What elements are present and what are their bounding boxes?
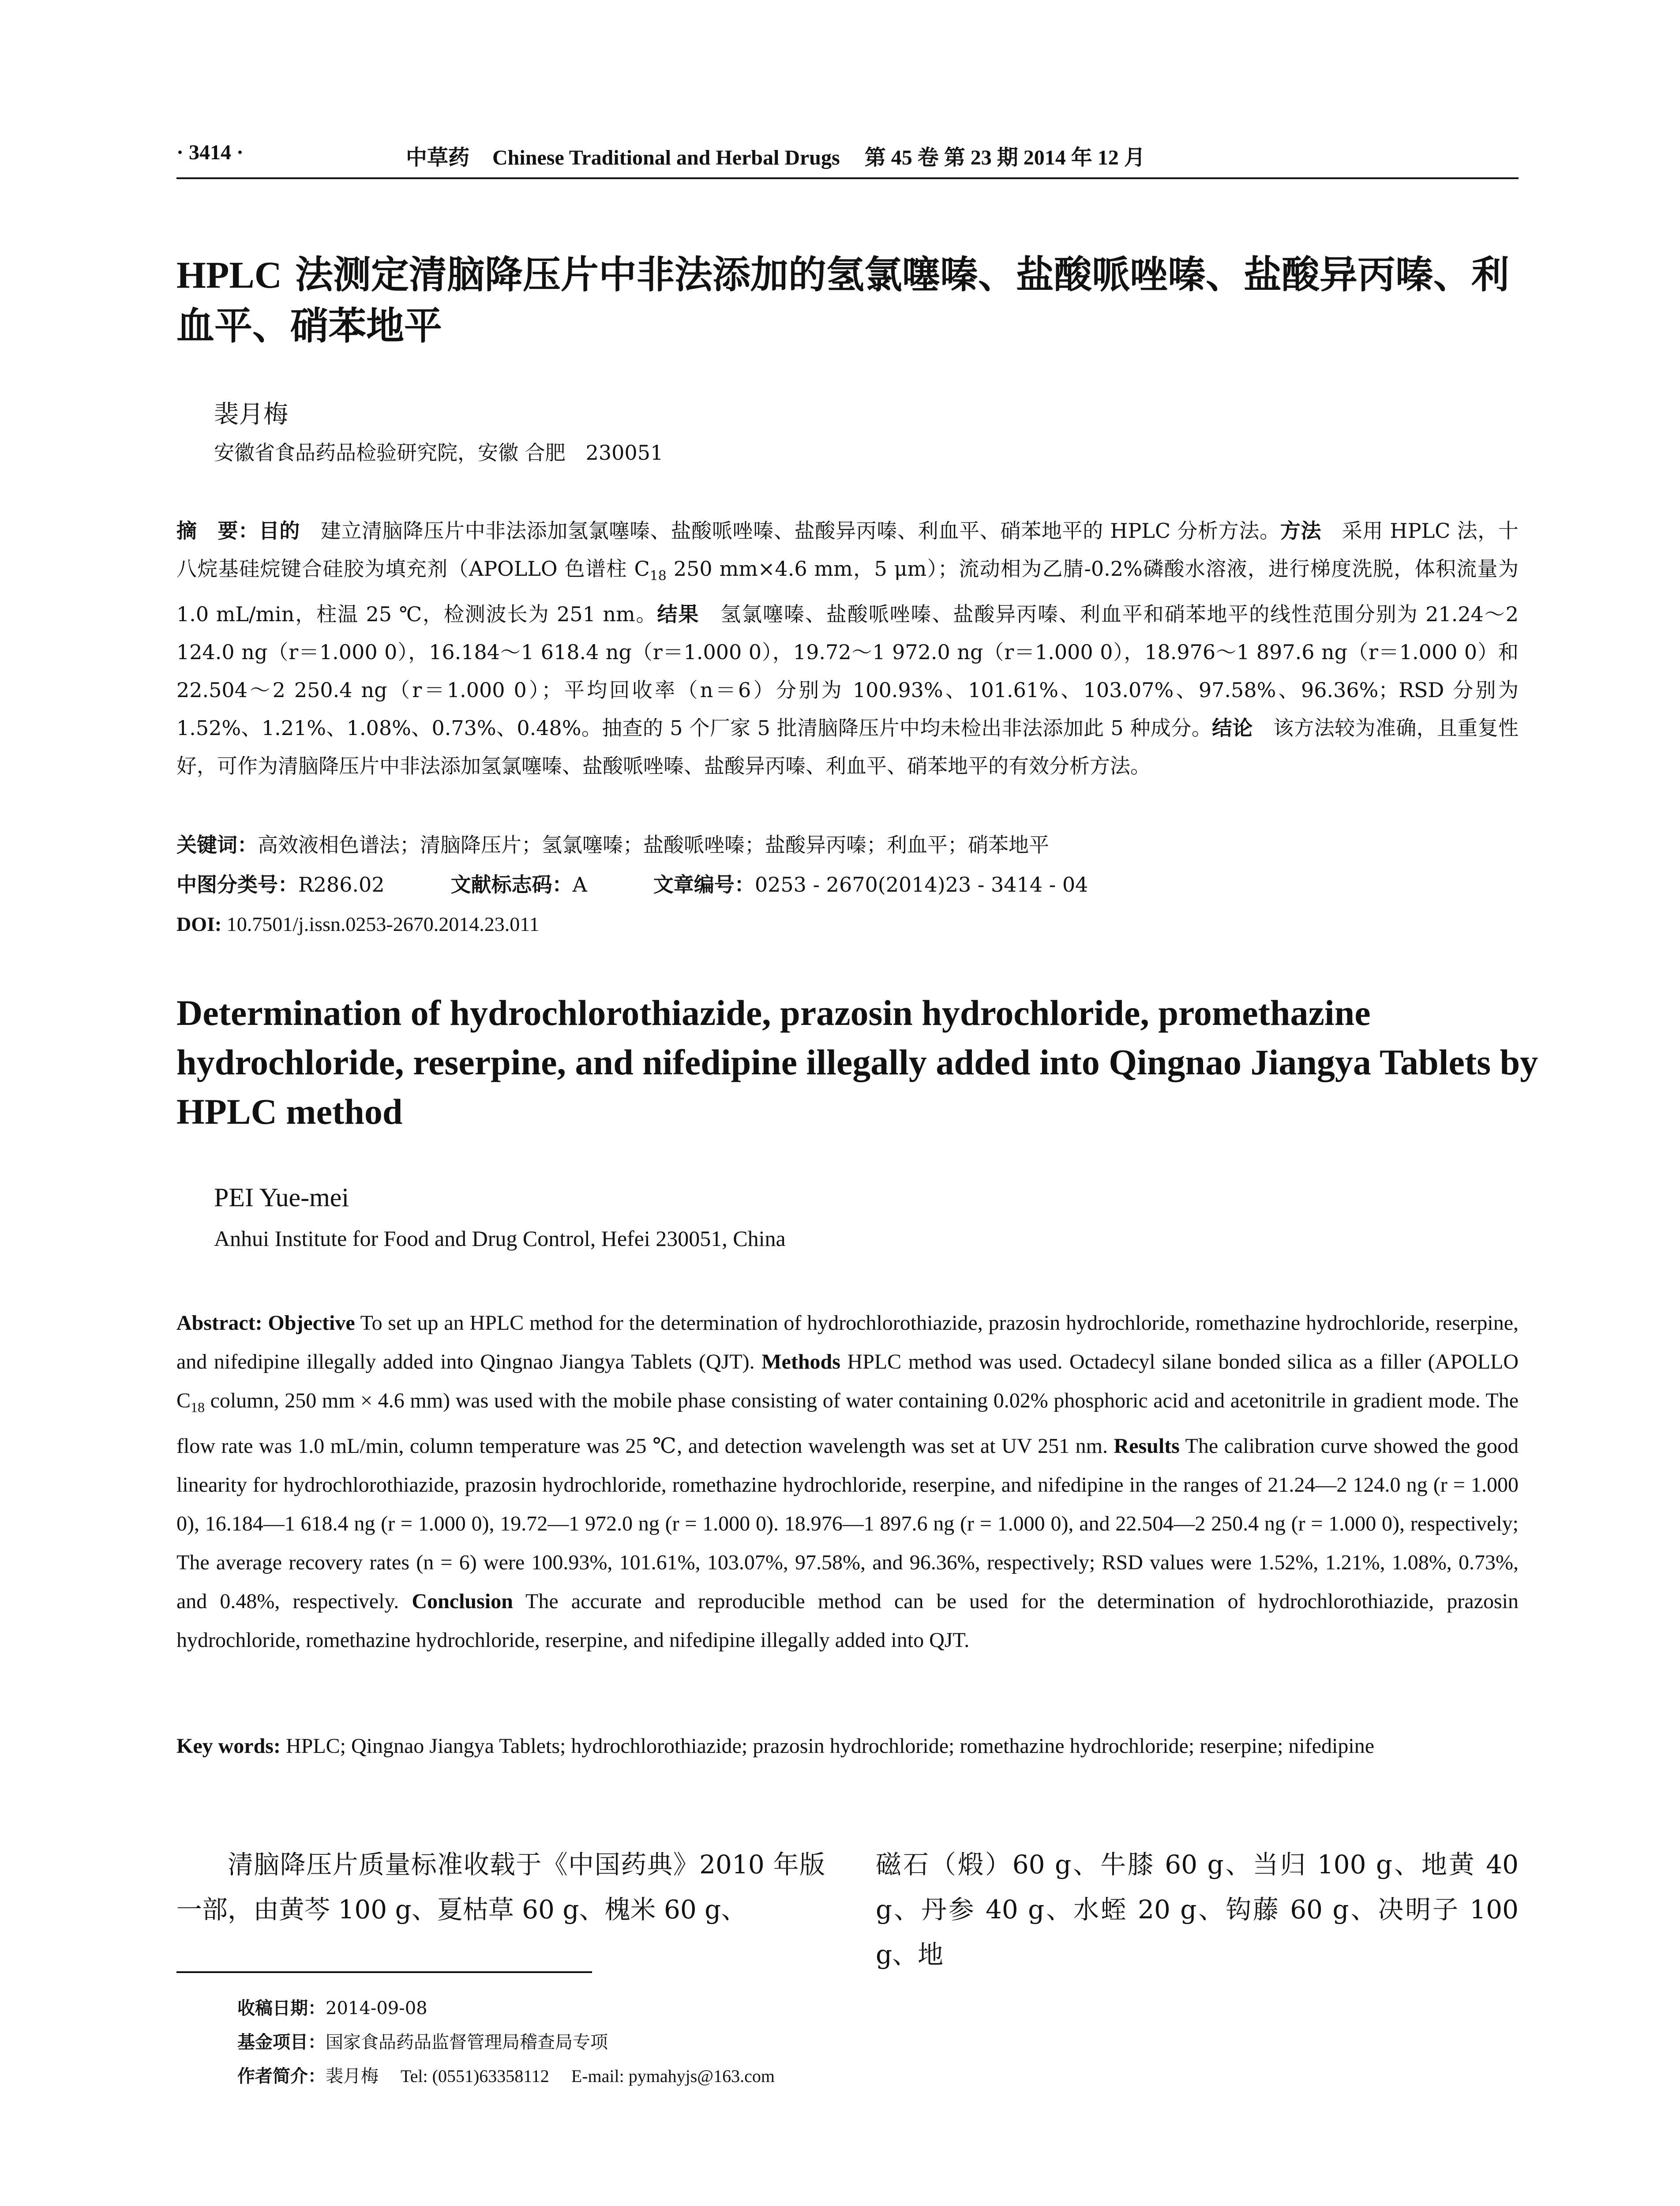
en-conclusion-label: Conclusion	[412, 1589, 513, 1613]
body-column-left: 清脑降压片质量标准收载于《中国药典》2010 年版一部，由黄芩 100 g、夏枯草 60 g、槐米 60 g、	[176, 1850, 825, 1925]
en-methods-subscript: 18	[191, 1399, 205, 1415]
en-methods-text-b: column, 250 mm × 4.6 mm) was used with the mobile phase consisting of water containing 0.02% phosphoric acid and acetonitrile in gradient mode. The flow rate was 1.0 mL/min, column temperature was 25 ℃, and detection wavelength was set at UV 251 nm.	[176, 1389, 1519, 1458]
en-keywords-text: HPLC; Qingnao Jiangya Tablets; hydrochlorothiazide; prazosin hydrochloride; romethazine hydrochloride; reserpine; nifedipine	[280, 1734, 1375, 1758]
keywords-label: 关键词：	[176, 833, 258, 857]
methods-text-b: 250 mm×4.6 mm，5 μm）；流动相为乙腈-0.2%磷酸水溶液，进行梯度洗脱，体积流量为 1.0 mL/min，柱温 25 ℃，检测波长为 251 nm。	[176, 557, 1519, 627]
chinese-keywords	[176, 832, 1049, 858]
results-label: 结果	[657, 602, 700, 627]
chinese-affiliation: 安徽省食品药品检验研究院，安徽 合肥 230051	[214, 441, 664, 465]
journal-issue: 第 45 卷 第 23 期 2014 年 12 月	[864, 146, 1145, 169]
objective-label: 目的	[259, 519, 300, 543]
methods-label: 方法	[1280, 519, 1322, 543]
journal-name-en: Chinese Traditional and Herbal Drugs	[492, 146, 840, 169]
english-author: PEI Yue-mei	[214, 1183, 349, 1212]
page-number: · 3414 ·	[176, 141, 244, 164]
clc-value: R286.02	[298, 873, 385, 897]
en-conclusion-text: The accurate and reproducible method can be used for the determination of hydrochlorothiazide, prazosin hydrochloride, romethazine hydrochloride, reserpine, and nifedipine illegally added into QJT.	[176, 1589, 1519, 1652]
doi-value: 10.7501/j.issn.0253-2670.2014.23.011	[221, 913, 540, 935]
doc-code-label: 文献标志码：	[450, 873, 573, 897]
chinese-title-rest: 法测定清脑降压片中非法添加的氢氯噻嗪、盐酸哌唑嗪、盐酸异丙嗪、利血平、硝苯地平	[176, 253, 1509, 348]
en-results-text: The calibration curve showed the good linearity for hydrochlorothiazide, prazosin hydrochloride, romethazine hydrochloride, reserpine, and nifedipine in the ranges of 21.24—2 124.0 ng (r = 1.000 0), 16.184—1 618.4 ng (r = 1.000 0), 19.72—1 972.0 ng (r = 1.000 0). 18.976—1 897.6 ng (r = 1.000 0), and 22.504—2 250.4 ng (r = 1.000 0), respectively; The average recovery rates (n = 6) were 100.93%, 101.61%, 103.07%, 97.58%, and 96.36%, respectively; RSD values were 1.52%, 1.21%, 1.08%, 0.73%, and 0.48%, respectively.	[176, 1434, 1519, 1613]
received-label: 收稿日期：	[237, 1998, 326, 2018]
article-no-label: 文章编号：	[653, 873, 755, 897]
keywords-text: 高效液相色谱法；清脑降压片；氢氯噻嗪；盐酸哌唑嗪；盐酸异丙嗪；利血平；硝苯地平	[258, 833, 1049, 857]
chinese-title-prefix: HPLC	[176, 254, 282, 296]
results-text: 氢氯噻嗪、盐酸哌唑嗪、盐酸异丙嗪、利血平和硝苯地平的线性范围分别为 21.24～2 124.0 ng（r＝1.000 0），16.184～1 618.4 ng（r＝1.000 0），19.72～1 972.0 ng（r＝1.000 0），18.976～1 897.6 ng（r＝1.000 0）和 22.504～2 250.4 ng（r＝1.000 0）；平均回收率（n＝6）分别为 100.93%、101.61%、103.07%、97.58%、96.36%；RSD 分别为 1.52%、1.21%、1.08%、0.73%、0.48%。抽查的 5 个厂家 5 批清脑降压片中均未检出非法添加此 5 种成分。	[176, 602, 1519, 740]
footnote-rule	[176, 1971, 592, 1973]
body-column-right: 磁石（煅）60 g、牛膝 60 g、当归 100 g、地黄 40 g、丹参 40 g、水蛭 20 g、钩藤 60 g、决明子 100 g、地	[876, 1850, 1519, 1970]
received-date: 2014-09-08	[326, 1998, 428, 2018]
doi-line	[176, 911, 540, 938]
author-note-label: 作者简介：	[237, 2066, 326, 2086]
chinese-author: 裴月梅	[214, 400, 288, 429]
methods-subscript: 18	[649, 568, 667, 584]
en-keywords-label: Key words:	[176, 1734, 281, 1758]
doi-label: DOI:	[176, 913, 222, 935]
fund-text: 国家食品药品监督管理局稽查局专项	[326, 2032, 608, 2052]
footnote-received	[237, 1994, 428, 2019]
author-email: E-mail: pymahyjs@163.com	[571, 2066, 775, 2086]
conclusion-text: 该方法较为准确，且重复性好，可作为清脑降压片中非法添加氢氯噻嗪、盐酸哌唑嗪、盐酸异丙嗪、利血平、硝苯地平的有效分析方法。	[176, 716, 1519, 778]
article-no-value: 0253 - 2670(2014)23 - 3414 - 04	[754, 873, 1088, 897]
fund-label: 基金项目：	[237, 2032, 326, 2052]
header-rule	[176, 177, 1519, 179]
clc-label: 中图分类号：	[176, 873, 298, 897]
conclusion-label: 结论	[1212, 716, 1253, 740]
chinese-abstract	[176, 512, 1519, 785]
footnote-author	[237, 2062, 775, 2087]
abstract-label: 摘 要：	[176, 519, 259, 543]
english-title: Determination of hydrochlorothiazide, prazosin hydrochloride, promethazine hydrochloride, reserpine, and nifedipine illegally added into Qingnao Jiangya Tablets by HPLC method	[176, 993, 1538, 1132]
methods-text-a: 采用 HPLC 法，十八烷基硅烷键合硅胶为填充剂（APOLLO 色谱柱 C	[176, 519, 1519, 581]
en-results-label: Results	[1114, 1434, 1180, 1458]
journal-name	[406, 140, 1145, 171]
author-tel: Tel: (0551)63358112	[401, 2066, 549, 2086]
en-methods-label: Methods	[761, 1350, 840, 1373]
classification-line	[176, 871, 1088, 898]
running-header	[176, 140, 1519, 176]
chinese-title	[176, 249, 1544, 352]
journal-name-cn: 中草药	[406, 145, 470, 170]
objective-text: 建立清脑降压片中非法添加氢氯噻嗪、盐酸哌唑嗪、盐酸异丙嗪、利血平、硝苯地平的 HPLC 分析方法。	[300, 519, 1280, 543]
english-affiliation: Anhui Institute for Food and Drug Control, Hefei 230051, China	[214, 1226, 786, 1251]
en-objective-text: To set up an HPLC method for the determination of hydrochlorothiazide, prazosin hydrochloride, romethazine hydrochloride, reserpine, and nifedipine illegally added into Qingnao Jiangya Tablets (QJT).	[176, 1311, 1519, 1373]
english-abstract	[176, 1304, 1519, 1660]
en-methods-text-a: HPLC method was used. Octadecyl silane bonded silica as a filler (APOLLO C	[176, 1350, 1519, 1412]
footnote-fund	[237, 2028, 608, 2053]
en-objective-label: Abstract: Objective	[176, 1311, 355, 1335]
doc-code-value: A	[572, 873, 587, 897]
english-keywords	[176, 1727, 1519, 1765]
author-note-name: 裴月梅	[326, 2066, 379, 2086]
